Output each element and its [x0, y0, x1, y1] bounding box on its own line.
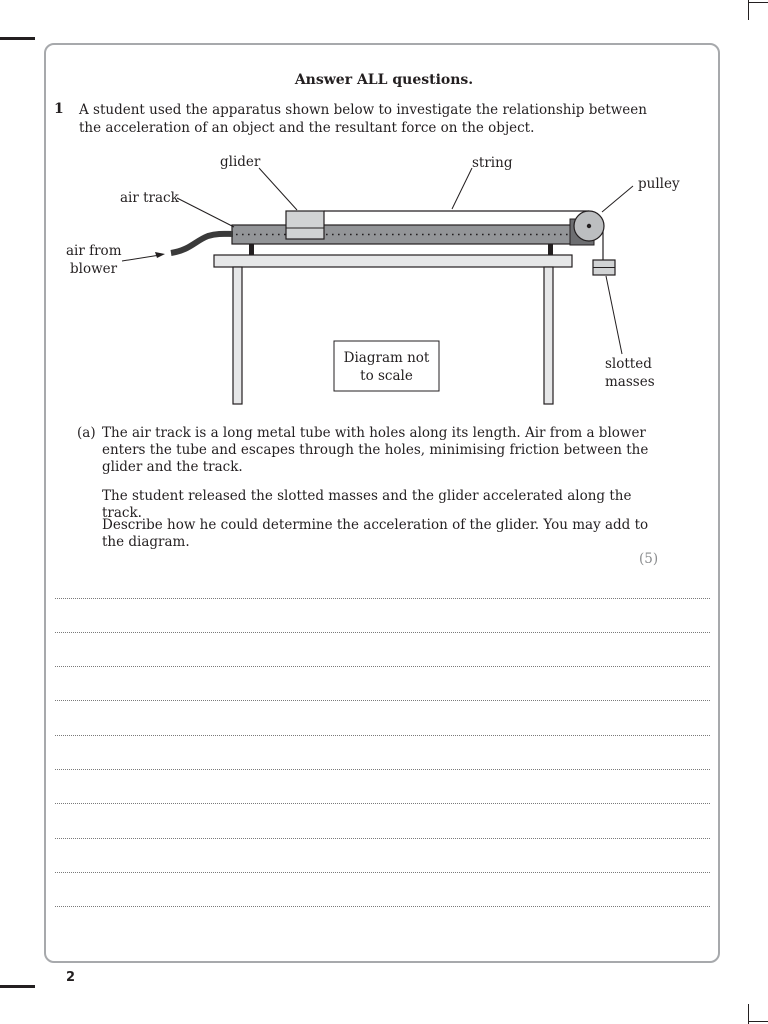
answer-line-3[interactable] [55, 666, 710, 667]
answer-line-2[interactable] [55, 632, 710, 633]
label-pulley: pulley [638, 176, 680, 192]
air-track [232, 225, 574, 244]
air-arrow [122, 252, 165, 261]
string-leader [452, 168, 472, 209]
page-number: 2 [66, 970, 76, 985]
question-number: 1 [54, 101, 64, 117]
label-air-track: air track [120, 190, 179, 206]
pulley [570, 211, 604, 245]
marks-allocation: (5) [639, 551, 659, 567]
label-slotted: slotted [605, 356, 652, 372]
answer-line-8[interactable] [55, 838, 710, 839]
label-glider: glider [220, 154, 261, 170]
part-a-paragraph-3: Describe how he could determine the acceleration of the glider. You may add to the diagram. [102, 517, 649, 550]
answer-line-9[interactable] [55, 872, 710, 873]
label-blower: blower [70, 261, 118, 277]
part-label: (a) [77, 425, 96, 441]
track-support-left [249, 244, 254, 255]
air-track-leader [177, 198, 234, 227]
scale-note-line2: to scale [360, 368, 413, 384]
pulley-leader [602, 186, 633, 212]
glider-leader [259, 168, 297, 210]
section-heading: Answer ALL questions. [294, 72, 474, 88]
blower-hose [171, 234, 233, 253]
label-string: string [472, 155, 513, 171]
slotted-masses-leader [606, 276, 622, 354]
part-a-paragraph-1: The air track is a long metal tube with holes along its length. Air from a blower enters the tube and escapes through the holes, minimising friction between the glider and the track. [102, 425, 649, 475]
scale-note-line1: Diagram not [343, 350, 430, 366]
label-masses: masses [605, 374, 655, 390]
answer-line-4[interactable] [55, 700, 710, 701]
question-text: A student used the apparatus shown below to investigate the relationship between the acceleration of an object and the resultant force on the object. [79, 102, 647, 136]
part-a-paragraph-2: The student released the slotted masses and the glider accelerated along the track. [102, 488, 632, 521]
answer-line-5[interactable] [55, 735, 710, 736]
glider [286, 211, 324, 239]
answer-line-6[interactable] [55, 769, 710, 770]
track-support-right [548, 244, 553, 255]
label-air-from: air from [66, 243, 122, 259]
answer-line-1[interactable] [55, 598, 710, 599]
answer-line-10[interactable] [55, 906, 710, 907]
slotted-masses [593, 260, 615, 275]
answer-line-7[interactable] [55, 803, 710, 804]
